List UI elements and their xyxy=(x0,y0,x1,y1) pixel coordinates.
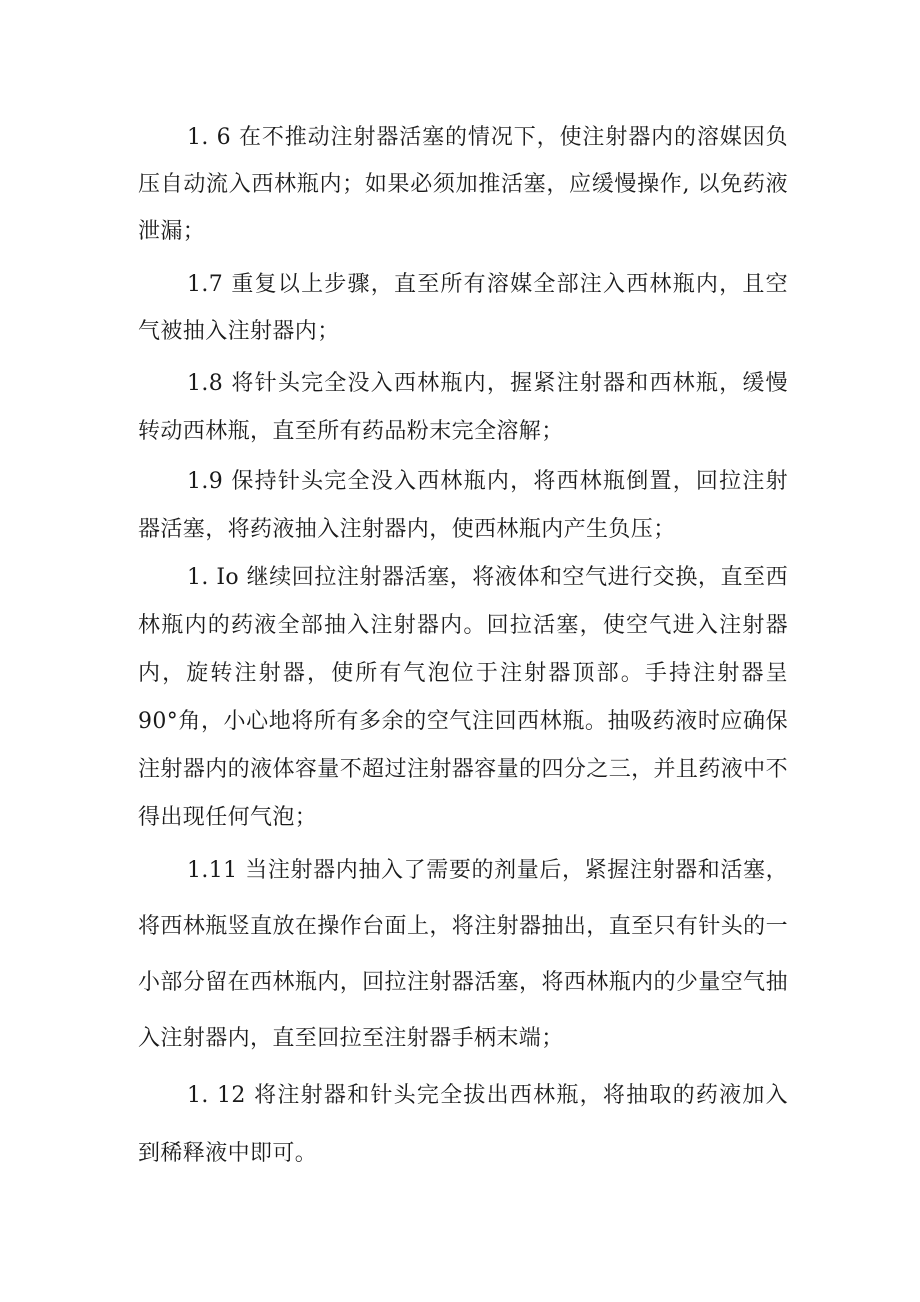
paragraph-step-1-7: 1.7 重复以上步骤，直至所有溶媒全部注入西林瓶内，且空气被抽入注射器内； xyxy=(138,272,788,344)
paragraph-step-1-6: 1. 6 在不推动注射器活塞的情况下，使注射器内的溶媒因负压自动流入西林瓶内；如果必须加推活塞，应缓慢操作, 以免药液泄漏； xyxy=(138,125,788,244)
paragraph-step-1-8: 1.8 将针头完全没入西林瓶内，握紧注射器和西林瓶，缓慢转动西林瓶，直至所有药品粉末完全溶解； xyxy=(138,371,788,444)
paragraph-step-1-10: 1. Io 继续回拉注射器活塞，将液体和空气进行交换，直至西林瓶内的药液全部抽入注射器内。回拉活塞，使空气进入注射器内，旋转注射器，使所有气泡位于注射器顶部。手持注射器呈 90°角，小心地将所有多余的空气注回西林瓶。抽吸药液时应确保注射器内的液体容量不超过注射器容量的四分之三，并且药液中不得出现任何气泡； xyxy=(138,565,788,830)
paragraph-step-1-12: 1. 12 将注射器和针头完全拔出西林瓶，将抽取的药液加入到稀释液中即可。 xyxy=(138,1083,788,1166)
paragraph-step-1-11: 1.11 当注射器内抽入了需要的剂量后，紧握注射器和活塞，将西林瓶竖直放在操作台面上，将注射器抽出，直至只有针头的一小部分留在西林瓶内，回拉注射器活塞，将西林瓶内的少量空气抽入注射器内，直至回拉至注射器手柄末端； xyxy=(138,858,788,1051)
paragraph-step-1-9: 1.9 保持针头完全没入西林瓶内，将西林瓶倒置，回拉注射器活塞，将药液抽入注射器内，使西林瓶内产生负压； xyxy=(138,469,788,542)
